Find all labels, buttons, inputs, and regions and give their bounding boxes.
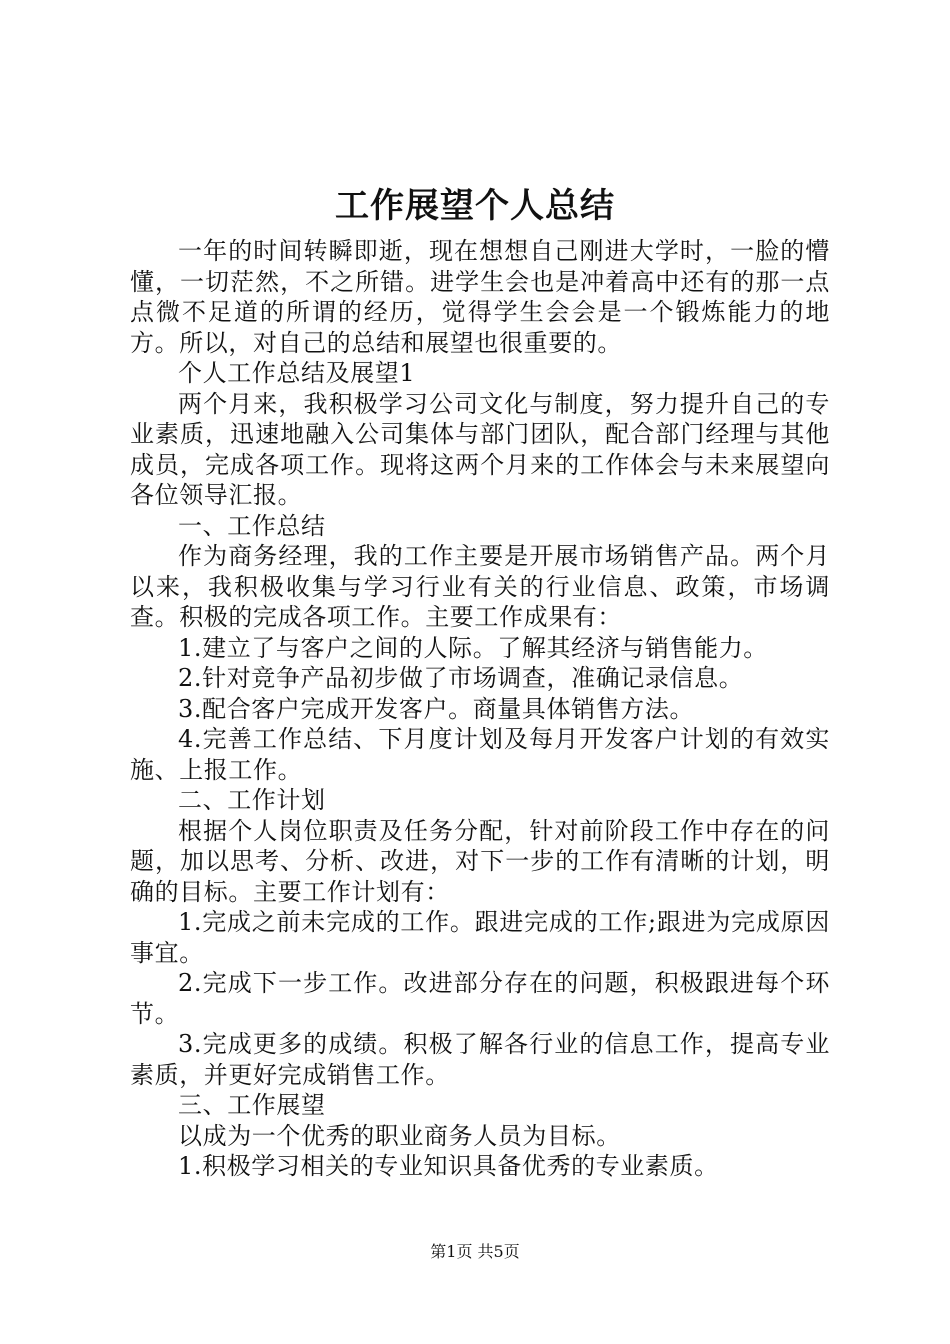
paragraph: 一年的时间转瞬即逝，现在想想自己刚进大学时，一脸的懵懂，一切茫然，不之所错。进学生会也是冲着高中还有的那一点点微不足道的所谓的经历，觉得学生会会是一个锻炼能力的地方。所以，对自己的总结和展望也很重要的。 xyxy=(130,237,830,357)
section-heading: 个人工作总结及展望1 xyxy=(178,359,416,387)
document-body xyxy=(130,236,830,1182)
section-heading: 二、工作计划 xyxy=(178,786,326,814)
document-title: 工作展望个人总结 xyxy=(335,186,615,226)
list-item: 4.完善工作总结、下月度计划及每月开发客户计划的有效实施、上报工作。 xyxy=(130,725,830,784)
list-item: 2.完成下一步工作。改进部分存在的问题，积极跟进每个环节。 xyxy=(130,969,830,1028)
paragraph: 以成为一个优秀的职业商务人员为目标。 xyxy=(178,1121,621,1150)
section-heading: 三、工作展望 xyxy=(178,1091,326,1119)
list-item: 2.针对竞争产品初步做了市场调查，准确记录信息。 xyxy=(178,664,744,692)
page-number: 第1页 共5页 xyxy=(430,1242,520,1261)
paragraph: 两个月来，我积极学习公司文化与制度，努力提升自己的专业素质，迅速地融入公司集体与部门团队，配合部门经理与其他成员，完成各项工作。现将这两个月来的工作体会与未来展望向各位领导汇报。 xyxy=(130,389,830,509)
list-item: 3.配合客户完成开发客户。商量具体销售方法。 xyxy=(178,694,695,723)
list-item: 3.完成更多的成绩。积极了解各行业的信息工作，提高专业素质，并更好完成销售工作。 xyxy=(130,1030,830,1089)
paragraph: 作为商务经理，我的工作主要是开展市场销售产品。两个月以来，我积极收集与学习行业有关的行业信息、政策，市场调查。积极的完成各项工作。主要工作成果有： xyxy=(130,542,830,631)
list-item: 1.积极学习相关的专业知识具备优秀的专业素质。 xyxy=(178,1152,719,1180)
section-heading: 一、工作总结 xyxy=(178,511,326,540)
list-item: 1.完成之前未完成的工作。跟进完成的工作;跟进为完成原因事宜。 xyxy=(130,908,830,967)
list-item: 1.建立了与客户之间的人际。了解其经济与销售能力。 xyxy=(178,633,768,662)
paragraph: 根据个人岗位职责及任务分配，针对前阶段工作中存在的问题，加以思考、分析、改进，对下一步的工作有清晰的计划，明确的目标。主要工作计划有： xyxy=(130,816,830,906)
